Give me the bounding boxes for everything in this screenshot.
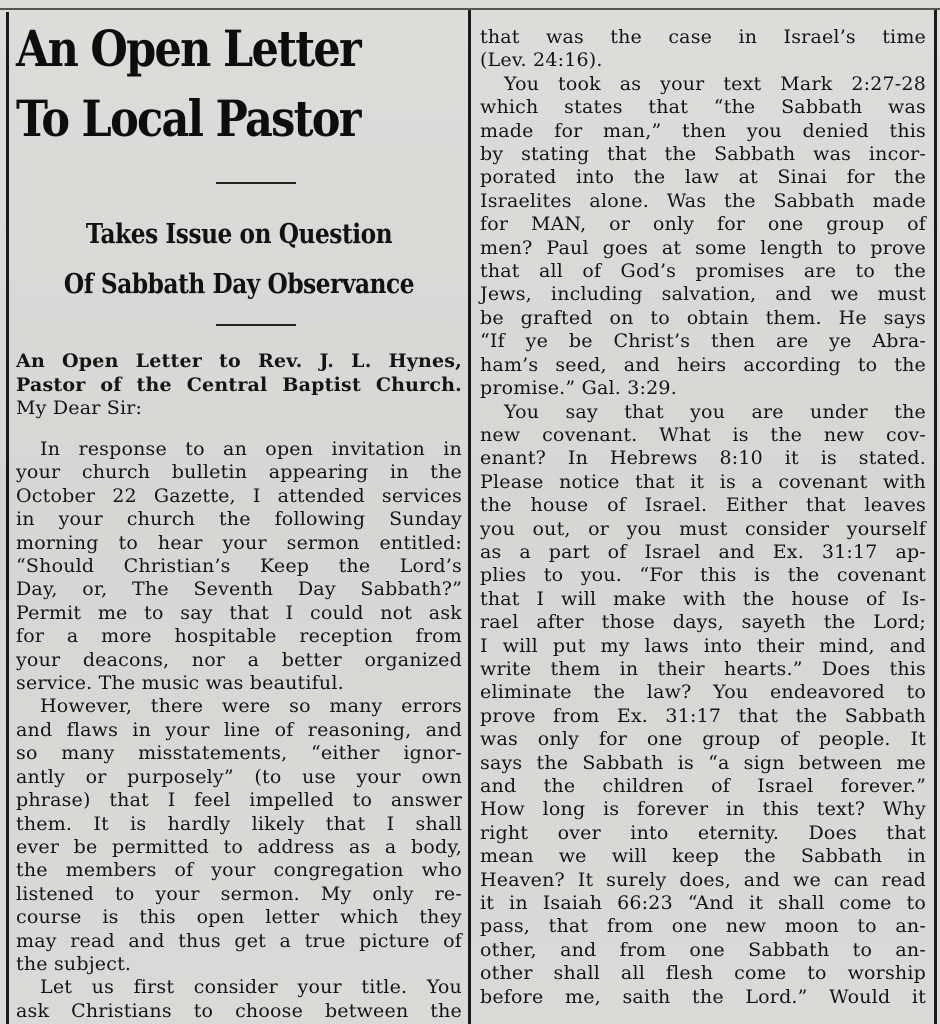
text-line: says the Sabbath is “a sign between me (480, 751, 926, 774)
text-line: eliminate the law? You endeavored to (480, 681, 926, 704)
text-line: and flaws in your line of reasoning, and (16, 718, 462, 741)
text-line: Israelites alone. Was the Sabbath made (480, 189, 926, 212)
text-line: the members of your congregation who (16, 859, 462, 882)
text-line: “If ye be Christ’s then are ye Abra- (480, 330, 926, 353)
text-line: How long is forever in this text? Why (480, 798, 926, 821)
text-line: it in Isaiah 66:23 “And it shall come to (480, 892, 926, 915)
left-column (16, 14, 462, 1022)
right-column (480, 26, 926, 1009)
text-line: them. It is hardly likely that I shall (16, 812, 462, 835)
text-line: You took as your text Mark 2:27-28 (504, 72, 926, 95)
text-line: phrase) that I feel impelled to answer (16, 789, 462, 812)
text-line: for MAN, or only for one group of (480, 213, 926, 236)
text-line: your deacons, nor a better organized (16, 648, 462, 671)
text-line: “Should Christian’s Keep the Lord’s (16, 555, 462, 578)
right-body-text (480, 26, 926, 1009)
text-line: other shall all flesh come to worship (480, 962, 926, 985)
salutation-greeting: My Dear Sir: (16, 397, 143, 419)
headline-line-2: To Local Pastor (16, 89, 360, 148)
subheadline (16, 210, 462, 310)
text-line: October 22 Gazette, I attended services (16, 484, 462, 507)
text-line: Please notice that it is a covenant with (480, 470, 926, 493)
text-line: and the children of Israel forever.” (480, 775, 926, 797)
text-line: ham’s seed, and heirs according to the (480, 353, 926, 376)
text-line: In response to an open invitation in (40, 438, 462, 460)
text-line: morning to hear your sermon entitled: (16, 531, 462, 554)
headline-divider (216, 182, 296, 184)
headline (16, 14, 400, 154)
text-line: write them in their hearts.” Does this (480, 657, 926, 680)
subheadline-divider (216, 324, 296, 326)
text-line: was only for one group of people. It (480, 728, 926, 751)
text-line: porated into the law at Sinai for the (480, 166, 926, 189)
salutation-line-1: An Open Letter to Rev. J. L. Hynes, (16, 350, 462, 372)
salutation-line-2: Pastor of the Central Baptist Church. (16, 373, 462, 396)
text-line: mean we will keep the Sabbath in (480, 845, 926, 868)
text-line: the house of Israel. Either that leaves (480, 494, 926, 517)
text-line: Permit me to say that I could not ask (16, 601, 462, 624)
center-column-rule (468, 10, 471, 1024)
headline-line-1: An Open Letter (16, 19, 360, 78)
right-column-rule (934, 10, 937, 1024)
subheadline-line-1: Takes Issue on Question (85, 219, 393, 250)
text-line: which states that “the Sabbath was (480, 96, 926, 119)
text-line: that all of God’s promises are to the (480, 260, 926, 283)
text-line: new covenant. What is the new cov- (480, 423, 926, 446)
text-line: you out, or you must consider yourself (480, 517, 926, 540)
text-line: for a more hospitable reception from (16, 625, 462, 648)
text-line: Heaven? It surely does, and we can read (480, 868, 926, 891)
text-line: that I will make with the house of Is- (480, 587, 926, 610)
text-line: ever be permitted to address as a body, (16, 835, 462, 858)
text-line: be grafted on to obtain them. He says (480, 306, 926, 329)
text-line: the subject. (16, 952, 132, 975)
salutation-block (16, 350, 462, 421)
text-line: as a part of Israel and Ex. 31:17 ap- (480, 540, 926, 563)
text-line: Day, or, The Seventh Day Sabbath?” (16, 578, 462, 601)
text-line: rael after those days, sayeth the Lord; (480, 611, 926, 634)
text-line: pass, that from one new moon to an- (480, 915, 926, 938)
text-line: that was the case in Israel’s time (480, 26, 926, 48)
text-line: men? Paul goes at some length to prove (480, 236, 926, 259)
text-line: I will put my laws into their mind, and (480, 634, 926, 657)
text-line: course is this open letter which they (16, 906, 462, 929)
text-line: enant? In Hebrews 8:10 it is stated. (480, 447, 926, 470)
text-line: antly or purposely” (to use your own (16, 765, 462, 788)
text-line: listened to your sermon. My only re- (16, 882, 462, 905)
text-line: before me, saith the Lord.” Would it (480, 985, 926, 1008)
text-line: may read and thus get a true picture of (16, 929, 462, 952)
text-line: promise.” Gal. 3:29. (480, 377, 677, 400)
text-line: your church bulletin appearing in the (16, 461, 462, 484)
text-line: Jews, including salvation, and we must (480, 283, 926, 306)
text-line: other, and from one Sabbath to an- (480, 938, 926, 961)
subheadline-line-2: Of Sabbath Day Observance (63, 269, 415, 300)
text-line: made for man,” then you denied this (480, 119, 926, 142)
text-line: Let us first consider your title. You (40, 976, 462, 999)
text-line: service. The music was beautiful. (16, 672, 344, 695)
left-body-text (16, 438, 462, 1023)
text-line: prove from Ex. 31:17 that the Sabbath (480, 704, 926, 727)
text-line: by stating that the Sabbath was incor- (480, 143, 926, 166)
text-line: so many misstatements, “either ignor- (16, 742, 462, 765)
text-line: right over into eternity. Does that (480, 821, 926, 844)
text-line: You say that you are under the (504, 400, 926, 423)
left-column-rule (6, 12, 9, 1024)
text-line: (Lev. 24:16). (480, 49, 603, 72)
text-line: in your church the following Sunday (16, 508, 462, 531)
text-line: plies to you. “For this is the covenant (480, 564, 926, 587)
text-line: However, there were so many errors (40, 695, 462, 718)
text-line: ask Christians to choose between the (16, 999, 462, 1022)
